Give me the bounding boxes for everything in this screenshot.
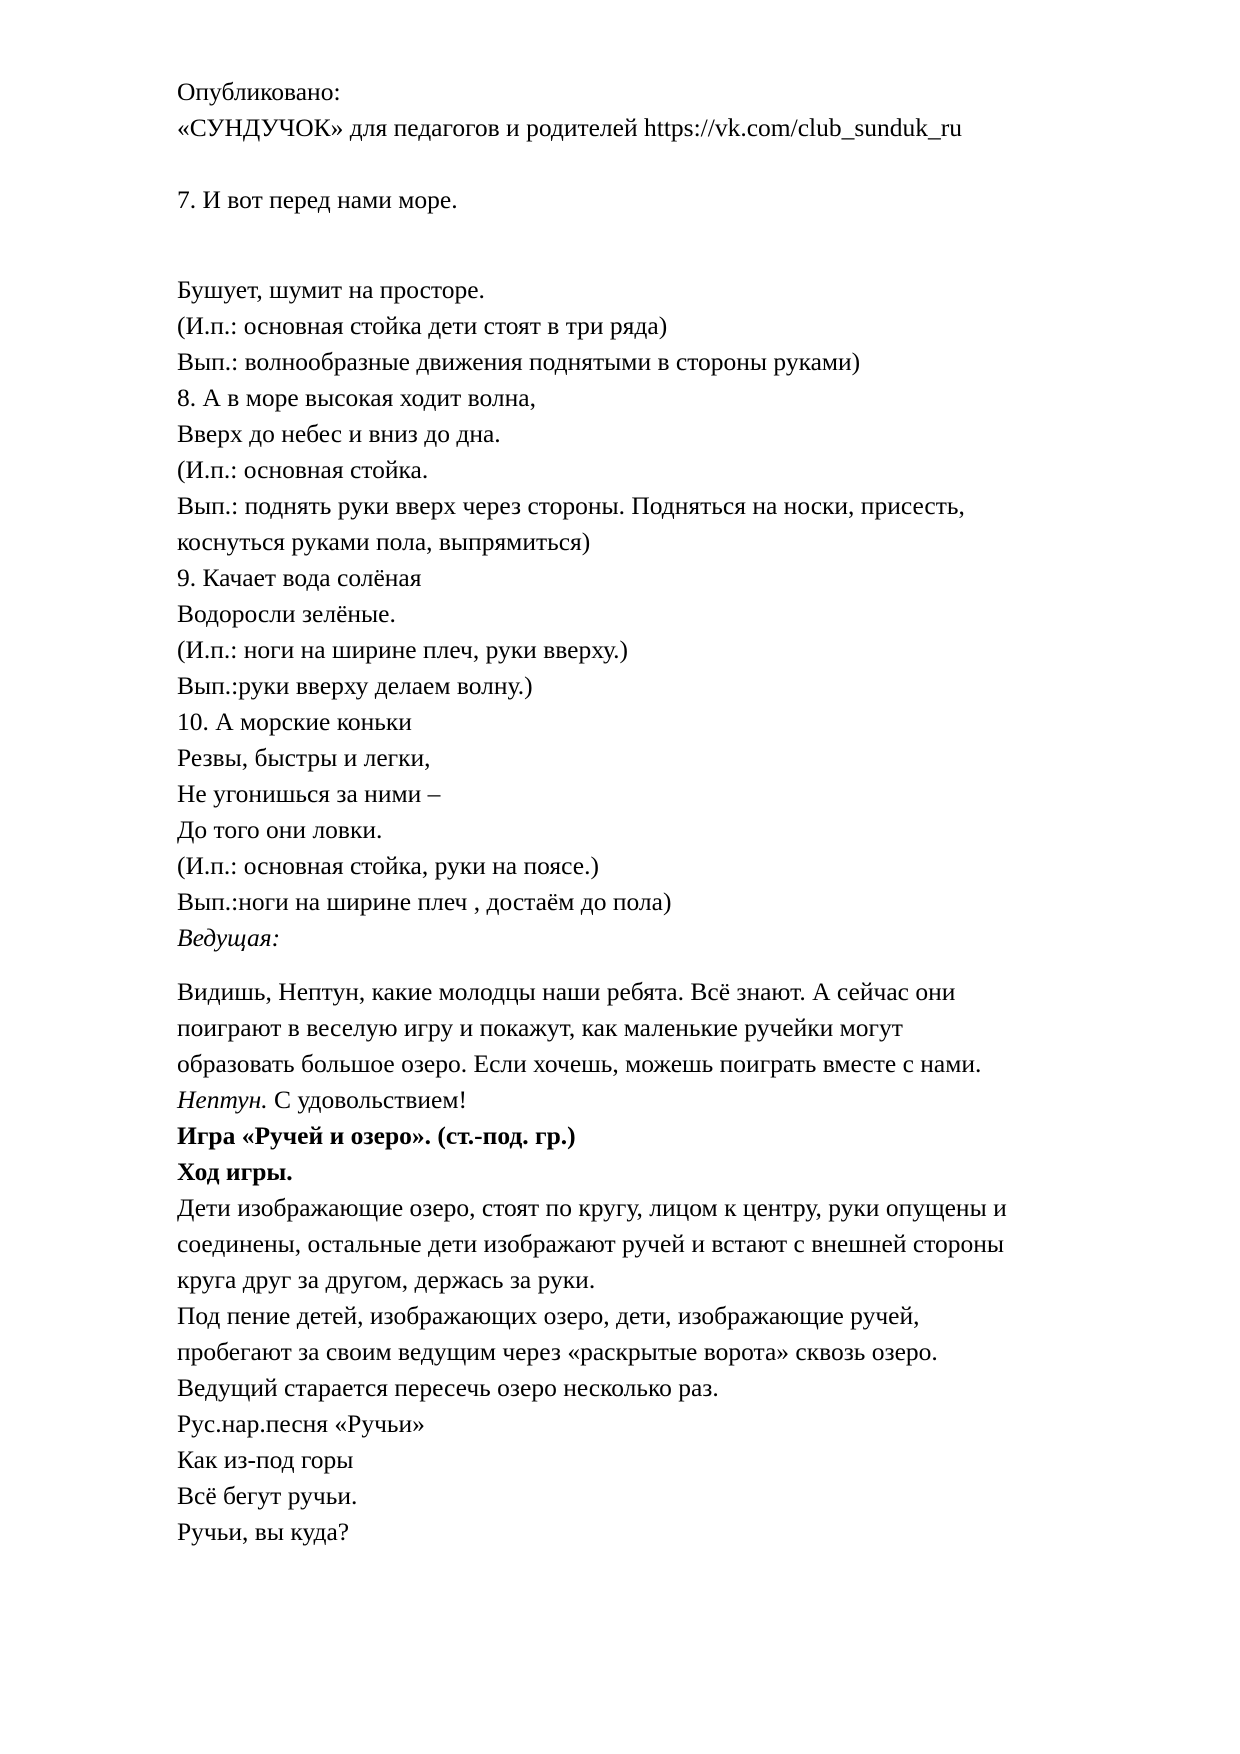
document-page — [177, 74, 1177, 1550]
published-label: Опубликовано: — [177, 77, 341, 106]
section8-exec1: Вып.: поднять руки вверх через стороны. Подняться на носки, присесть, — [177, 491, 965, 520]
song-line2: Всё бегут ручьи. — [177, 1481, 358, 1510]
section9-start: (И.п.: ноги на ширине плеч, руки вверху.) — [177, 635, 629, 664]
source-line — [177, 110, 1177, 146]
host-line2: поиграют в веселую игру и покажут, как маленькие ручейки могут — [177, 1013, 903, 1042]
source-text: «СУНДУЧОК» для педагогов и родителей — [177, 113, 644, 142]
source-link[interactable]: https://vk.com/club_sunduk_ru — [644, 113, 963, 142]
section7-title: 7. И вот перед нами море. — [177, 185, 458, 214]
game-desc2: соединены, остальные дети изображают ручей и встают с внешней стороны — [177, 1229, 1005, 1258]
neptune-text: С удовольствием! — [267, 1085, 467, 1114]
section8-exec2: коснуться руками пола, выпрямиться) — [177, 527, 591, 556]
game-title: Игра «Ручей и озеро». (ст.-под. гр.) — [177, 1121, 576, 1150]
section10-start: (И.п.: основная стойка, руки на поясе.) — [177, 851, 599, 880]
game-progress-heading: Ход игры. — [177, 1157, 293, 1186]
song-line3: Ручьи, вы куда? — [177, 1517, 350, 1546]
section7-line1: Бушует, шумит на просторе. — [177, 275, 485, 304]
section10-line1: 10. А морские коньки — [177, 707, 412, 736]
game-desc6: Ведущий старается пересечь озеро несколько раз. — [177, 1373, 719, 1402]
section9-line1: 9. Качает вода солёная — [177, 563, 422, 592]
song-title: Рус.нар.песня «Ручьи» — [177, 1409, 425, 1438]
section9-exec: Вып.:руки вверху делаем волну.) — [177, 671, 533, 700]
section10-line2: Резвы, быстры и легки, — [177, 743, 431, 772]
song-line1: Как из-под горы — [177, 1445, 354, 1474]
game-desc1: Дети изображающие озеро, стоят по кругу, лицом к центру, руки опущены и — [177, 1193, 1007, 1222]
section9-line2: Водоросли зелёные. — [177, 599, 396, 628]
section10-exec: Вып.:ноги на ширине плеч , достаём до пола) — [177, 887, 672, 916]
section10-line4: До того они ловки. — [177, 815, 383, 844]
host-line3: образовать большое озеро. Если хочешь, можешь поиграть вместе с нами. — [177, 1049, 982, 1078]
section10-line3: Не угонишься за ними – — [177, 779, 441, 808]
host-label: Ведущая: — [177, 923, 281, 952]
section7-exec: Вып.: волнообразные движения поднятыми в стороны руками) — [177, 347, 861, 376]
game-desc3: круга друг за другом, держась за руки. — [177, 1265, 596, 1294]
game-desc4: Под пение детей, изображающих озеро, дети, изображающие ручей, — [177, 1301, 920, 1330]
section8-line2: Вверх до небес и вниз до дна. — [177, 419, 501, 448]
section7-start: (И.п.: основная стойка дети стоят в три ряда) — [177, 311, 668, 340]
neptune-label: Нептун. — [177, 1085, 268, 1114]
section8-line1: 8. А в море высокая ходит волна, — [177, 383, 536, 412]
neptune-line — [177, 1082, 1177, 1118]
game-desc5: пробегают за своим ведущим через «раскрытые ворота» сквозь озеро. — [177, 1337, 938, 1366]
host-line1: Видишь, Нептун, какие молодцы наши ребята. Всё знают. А сейчас они — [177, 977, 956, 1006]
section8-start: (И.п.: основная стойка. — [177, 455, 429, 484]
